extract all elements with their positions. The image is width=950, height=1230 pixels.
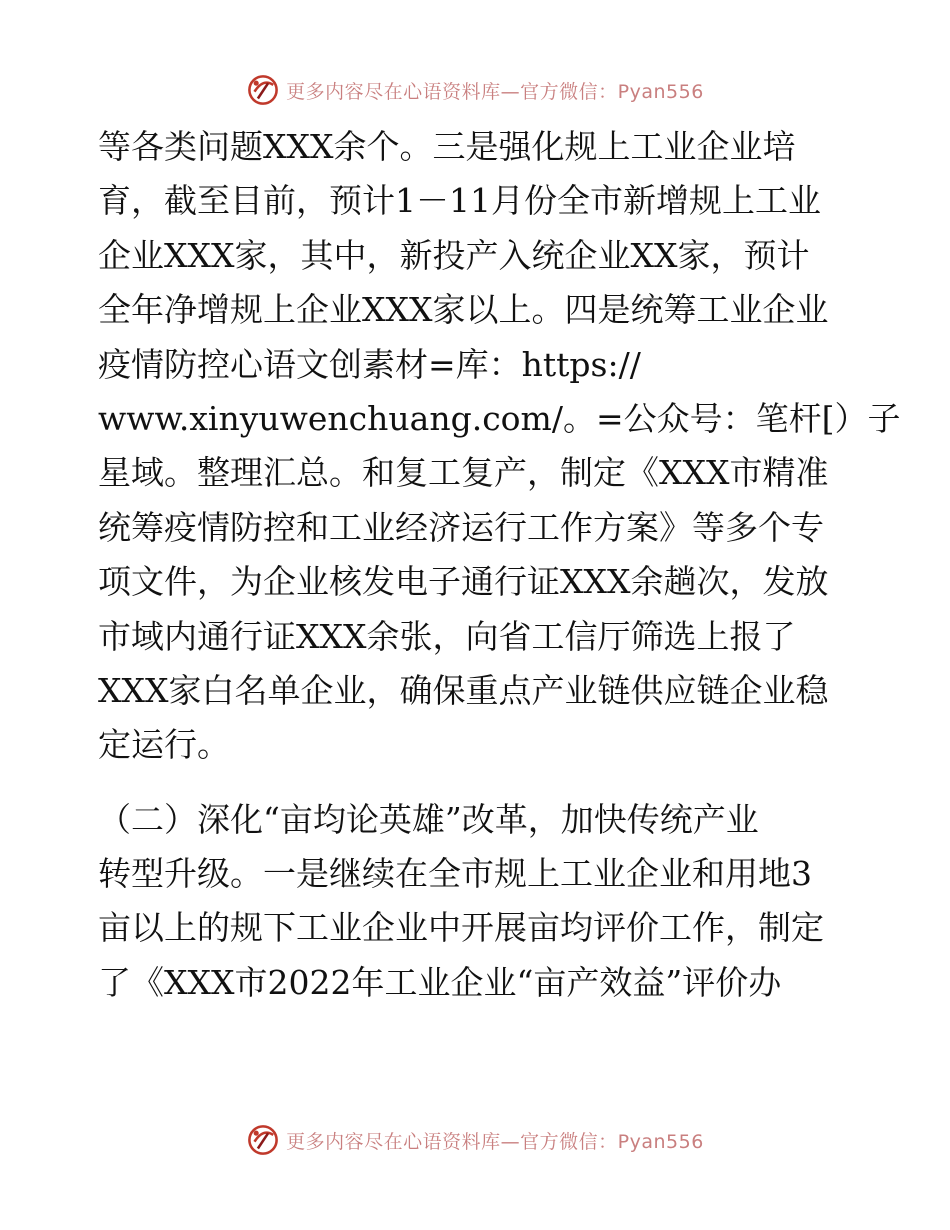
logo-icon: [246, 73, 280, 107]
watermark-text: 更多内容尽在心语资料库—官方微信：Pyan556: [286, 1130, 704, 1153]
text-line: 全年净增规上企业XXX家以上。四是统筹工业企业: [98, 290, 829, 330]
text-line: 定运行。: [98, 725, 230, 765]
text-line: www.xinyuwenchuang.com/。=公众号：笔杆[）子: [98, 398, 901, 438]
text-line: 亩以上的规下工业企业中开展亩均评价工作，制定: [98, 908, 824, 948]
header-watermark-banner: [0, 70, 950, 110]
logo-icon: [246, 1123, 280, 1157]
text-line: 疫情防控心语文创素材=库：https://: [98, 344, 641, 384]
paragraph-1: [98, 120, 901, 773]
text-line: 统筹疫情防控和工业经济运行工作方案》等多个专: [98, 507, 824, 547]
text-line: XXX家白名单企业，确保重点产业链供应链企业稳: [98, 670, 829, 710]
footer-watermark-banner: [0, 1120, 950, 1160]
document-body: [98, 120, 901, 1010]
text-line: 等各类问题XXX余个。三是强化规上工业企业培: [98, 127, 796, 166]
text-line: （二）深化“亩均论英雄”改革，加快传统产业: [98, 799, 759, 839]
text-line: 育，截至目前，预计1－11月份全市新增规上工业: [98, 181, 821, 221]
paragraph-gap: [98, 773, 858, 793]
text-line: 转型升级。一是继续在全市规上工业企业和用地3: [98, 854, 812, 894]
paragraph-2: [98, 793, 858, 1011]
watermark-text: 更多内容尽在心语资料库—官方微信：Pyan556: [286, 80, 704, 103]
text-line: 市域内通行证XXX余张，向省工信厅筛选上报了: [98, 616, 796, 656]
text-line: 星域。整理汇总。和复工复产，制定《XXX市精准: [98, 453, 829, 493]
text-line: 项文件，为企业核发电子通行证XXX余趟次，发放: [98, 562, 829, 602]
text-line: 企业XXX家，其中，新投产入统企业XX家，预计: [98, 235, 810, 275]
text-line: 了《XXX市2022年工业企业“亩产效益”评价办: [98, 962, 782, 1002]
